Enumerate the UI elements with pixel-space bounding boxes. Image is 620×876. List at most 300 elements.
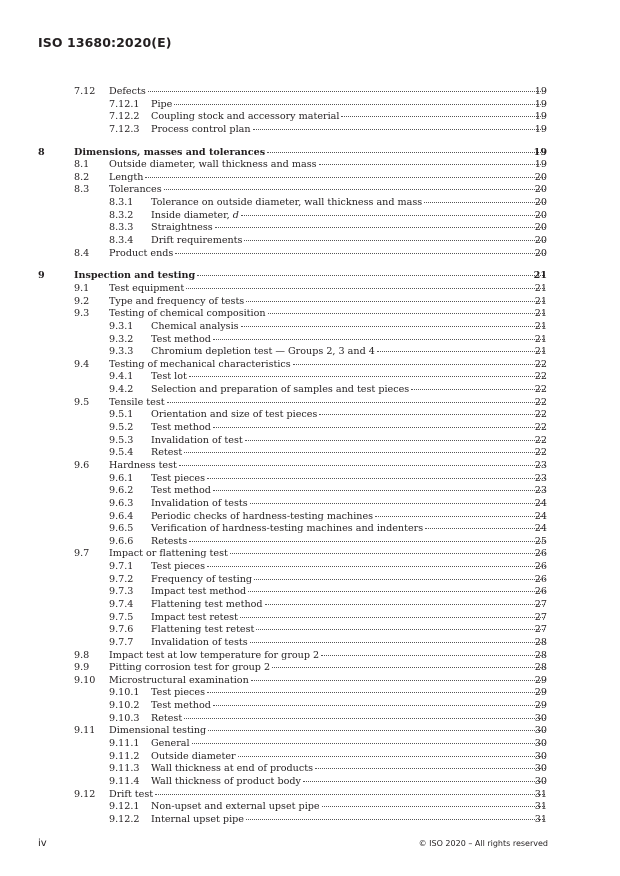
dot-leader [189, 541, 545, 542]
toc-entry-title [109, 548, 229, 561]
dot-leader [240, 617, 545, 618]
toc-entry-number: 8.1 [74, 159, 90, 171]
toc-entry[interactable] [0, 321, 620, 334]
dot-leader [250, 642, 545, 643]
toc-entry[interactable] [0, 675, 620, 688]
dot-leader [424, 202, 545, 203]
toc-entry-title-text: Orientation and size of test pieces [151, 409, 318, 421]
toc-entry[interactable] [0, 599, 620, 612]
toc-entry[interactable] [0, 409, 620, 422]
toc-entry-number: 8.3.1 [109, 197, 134, 209]
toc-entry-title-line [109, 296, 546, 309]
toc-entry-title [151, 447, 183, 460]
dot-leader [268, 313, 545, 314]
toc-entry-number: 8.2 [74, 171, 90, 183]
toc-entry-title [151, 473, 206, 486]
toc-entry-title-text: Tolerance on outside diameter, wall thickness and mass [151, 197, 423, 209]
toc-entry-title-line [109, 675, 546, 688]
toc-entry-title-line [151, 713, 546, 726]
toc-entry-number: 7.12 [74, 86, 96, 97]
toc-entry-title-line [151, 586, 546, 599]
toc-entry-title-line [109, 662, 546, 675]
toc-entry-title-text: Impact test retest [151, 611, 238, 623]
toc-entry-title-line [151, 523, 546, 536]
dot-leader [197, 275, 545, 276]
toc-entry[interactable] [0, 296, 620, 309]
toc-entry-title-text: Defects [109, 86, 146, 97]
dot-leader [148, 91, 545, 92]
toc-entry[interactable] [0, 662, 620, 675]
toc-entry-title-text: Coupling stock and accessory material [151, 111, 340, 123]
toc-entry[interactable] [0, 422, 620, 435]
toc-entry-title-text: Chemical analysis [151, 320, 239, 332]
toc-entry-number: 9.11.1 [109, 738, 140, 750]
toc-entry[interactable] [0, 210, 620, 223]
toc-entry-number: 9.5 [74, 396, 90, 408]
toc-entry-page: 29 [534, 700, 547, 712]
dot-leader [375, 516, 545, 517]
toc-entry-number: 9.12 [74, 788, 96, 800]
toc-entry-title-line [151, 561, 546, 574]
toc-entry[interactable] [0, 789, 620, 802]
toc-entry[interactable] [0, 624, 620, 637]
toc-entry-number: 9.5.2 [109, 422, 134, 434]
toc-entry-title-text: Wall thickness at end of products [151, 763, 313, 775]
toc-entry-title-line [151, 700, 546, 713]
toc-entry-title [151, 612, 239, 625]
toc-entry-title [151, 574, 253, 587]
dot-leader [207, 566, 545, 567]
toc-entry-number: 9.7.4 [109, 598, 134, 610]
toc-entry-title-text: Product ends [109, 247, 174, 259]
dot-leader [213, 339, 545, 340]
toc-entry-page: 27 [534, 624, 547, 636]
toc-entry[interactable] [0, 574, 620, 587]
toc-entry[interactable] [0, 725, 620, 738]
toc-entry-title [151, 776, 302, 789]
toc-entry-title [151, 687, 206, 700]
toc-entry-title-line [151, 751, 546, 764]
dot-leader [184, 718, 545, 719]
toc-entry-page: 23 [534, 485, 547, 497]
toc-entry-title [151, 409, 318, 422]
toc-entry-title-line [151, 447, 546, 460]
toc-entry-title-line [151, 321, 546, 334]
toc-entry-title [109, 172, 144, 185]
toc-entry-page: 23 [534, 472, 547, 484]
toc-entry-title-text: Verification of hardness-testing machines and indenters [151, 523, 424, 535]
toc-entry-title-line [151, 485, 546, 498]
toc-entry-title-line [109, 159, 546, 172]
toc-entry-number: 9.6.5 [109, 523, 134, 535]
toc-entry[interactable] [0, 814, 620, 827]
toc-entry-title-text: Retest [151, 712, 183, 724]
toc-entry-page: 20 [534, 222, 547, 234]
toc-entry-title-text: Test lot [151, 371, 187, 383]
toc-entry-title-text: Frequency of testing [151, 573, 253, 585]
toc-entry-page: 30 [534, 750, 547, 762]
toc-entry-page: 27 [534, 611, 547, 623]
toc-entry-number: 7.12.2 [109, 111, 140, 123]
toc-entry-title-text: Test method [151, 700, 211, 712]
dot-leader [250, 503, 545, 504]
toc-entry-title [151, 523, 424, 536]
dot-leader [207, 478, 545, 479]
toc-entry[interactable] [0, 197, 620, 210]
toc-entry-title-line [151, 222, 546, 235]
toc-entry-page: 20 [534, 235, 547, 247]
toc-entry-title [151, 814, 245, 827]
dot-leader [377, 351, 545, 352]
toc-entry-title-line [109, 248, 546, 261]
toc-entry-number: 9.7.6 [109, 624, 134, 636]
dot-leader [322, 806, 545, 807]
toc-entry-page: 20 [534, 247, 547, 259]
toc-entry[interactable] [0, 700, 620, 713]
toc-entry-number: 9.7.3 [109, 586, 134, 598]
toc-entry-title [151, 738, 191, 751]
dot-leader [145, 177, 545, 178]
dot-leader [230, 553, 545, 554]
toc-entry-number: 8 [38, 146, 45, 158]
toc-entry-number: 9.8 [74, 649, 90, 661]
toc-entry-number: 9.11 [74, 725, 96, 737]
toc-entry[interactable] [0, 776, 620, 789]
toc-entry-number: 9.6.4 [109, 510, 134, 522]
toc-entry-title-text: Chromium depletion test — Groups 2, 3 and 4 [151, 346, 375, 358]
toc-entry-number: 9.11.4 [109, 775, 140, 787]
toc-entry-title-line [151, 776, 546, 789]
toc-entry-number: 9.10.1 [109, 687, 140, 699]
toc-entry-title-text: Pipe [151, 98, 173, 110]
toc-entry-title-line [109, 460, 546, 473]
toc-entry-title-line [151, 197, 546, 210]
toc-entry-title-line [151, 124, 546, 137]
toc-entry-title-line [151, 511, 546, 524]
toc-entry[interactable] [0, 447, 620, 460]
toc-entry-title [109, 675, 250, 688]
toc-entry-title-line [151, 384, 546, 397]
toc-entry-title-text: Drift requirements [151, 235, 243, 247]
toc-entry-page: 21 [534, 282, 547, 294]
toc-entry-page: 24 [534, 510, 547, 522]
toc-entry-title-line [109, 548, 546, 561]
toc-entry-page: 27 [534, 598, 547, 610]
toc-entry[interactable] [0, 334, 620, 347]
dot-leader [215, 227, 545, 228]
toc-entry-title-line [109, 725, 546, 738]
toc-entry-title [151, 210, 240, 223]
toc-entry-title [151, 334, 212, 347]
toc-entry-number: 9.3 [74, 308, 90, 320]
toc-entry-title-line [74, 270, 546, 283]
toc-entry[interactable] [0, 371, 620, 384]
dot-leader [167, 402, 545, 403]
toc-entry-number: 9.6 [74, 459, 90, 471]
toc-entry-title-line [151, 599, 546, 612]
toc-entry-title [109, 397, 166, 410]
toc-entry-title-text: Microstructural examination [109, 674, 249, 686]
toc-entry-title-line [151, 422, 546, 435]
toc-entry-title-text: Length [109, 171, 144, 183]
toc-entry[interactable] [0, 713, 620, 726]
toc-entry-page: 20 [534, 209, 547, 221]
toc-entry-title-line [109, 650, 546, 663]
toc-entry[interactable] [0, 111, 620, 124]
toc-entry-title [151, 599, 264, 612]
toc-entry[interactable] [0, 751, 620, 764]
toc-entry-title-text: Impact test method [151, 586, 247, 598]
toc-entry[interactable] [0, 147, 620, 160]
toc-entry-title-line [151, 235, 546, 248]
toc-entry[interactable] [0, 498, 620, 511]
toc-entry-title-text: Selection and preparation of samples and test pieces [151, 384, 410, 396]
toc-entry-page: 31 [534, 813, 547, 825]
toc-entry-number: 9 [38, 270, 45, 282]
toc-entry[interactable] [0, 248, 620, 261]
toc-entry-title-line [109, 283, 546, 296]
dot-leader [164, 189, 545, 190]
toc-entry-number: 9.7.1 [109, 561, 134, 573]
toc-entry[interactable] [0, 184, 620, 197]
toc-entry-title [109, 86, 147, 99]
toc-entry-title-text: Invalidation of test [151, 434, 243, 446]
toc-entry-title-line [151, 814, 546, 827]
toc-entry-title-text: Flattening test method [151, 598, 263, 610]
toc-entry-page: 19 [534, 111, 547, 123]
dot-leader [207, 692, 545, 693]
toc-entry-title-line [151, 612, 546, 625]
toc-entry[interactable] [0, 586, 620, 599]
toc-entry-number: 9.10 [74, 674, 96, 686]
toc-entry-title-line [109, 86, 546, 99]
toc-entry-number: 9.5.4 [109, 447, 134, 459]
toc-entry-title-text: General [151, 738, 190, 750]
toc-entry[interactable] [0, 548, 620, 561]
toc-entry-page: 20 [534, 197, 547, 209]
toc-entry[interactable] [0, 637, 620, 650]
toc-entry-title [151, 700, 212, 713]
toc-entry-number: 9.4.2 [109, 384, 134, 396]
toc-entry-page: 28 [534, 636, 547, 648]
dot-leader [192, 743, 545, 744]
toc-entry-title [151, 422, 212, 435]
toc-entry[interactable] [0, 523, 620, 536]
toc-entry-title-text: Wall thickness of product body [151, 775, 301, 787]
toc-entry-number: 9.7 [74, 548, 90, 560]
toc-entry-title-text: Test pieces [151, 561, 206, 573]
toc-entry-title-text: Tolerances [109, 184, 162, 196]
toc-entry-page: 22 [534, 434, 547, 446]
toc-entry[interactable] [0, 738, 620, 751]
toc-entry-number: 8.3.3 [109, 222, 134, 234]
toc-entry[interactable] [0, 650, 620, 663]
toc-entry-number: 9.3.1 [109, 320, 134, 332]
dot-leader [186, 288, 545, 289]
toc-entry-title-line [151, 536, 546, 549]
toc-entry-title-line [151, 435, 546, 448]
toc-entry[interactable] [0, 99, 620, 112]
toc-entry-title-line [109, 172, 546, 185]
toc-entry[interactable] [0, 485, 620, 498]
toc-entry-title [151, 511, 374, 524]
copyright-notice: © ISO 2020 – All rights reserved [418, 839, 548, 848]
toc-entry-number: 9.3.2 [109, 333, 134, 345]
toc-entry-title-text: Test method [151, 422, 211, 434]
toc-entry-title-text: Test pieces [151, 472, 206, 484]
toc-entry-page: 25 [534, 535, 547, 547]
toc-entry-title [151, 485, 212, 498]
dot-leader [184, 452, 545, 453]
toc-entry-title [151, 713, 183, 726]
dot-leader [213, 490, 545, 491]
dot-leader [319, 414, 545, 415]
toc-entry-title [151, 624, 255, 637]
toc-entry-page: 31 [534, 788, 547, 800]
toc-entry-title-line [109, 184, 546, 197]
toc-entry-number: 9.11.3 [109, 763, 140, 775]
toc-entry[interactable] [0, 511, 620, 524]
toc-entry[interactable] [0, 612, 620, 625]
toc-entry-number: 9.7.2 [109, 573, 134, 585]
toc-entry-title-text: Impact test at low temperature for group 2 [109, 649, 320, 661]
dot-leader [315, 768, 545, 769]
toc-entry[interactable] [0, 172, 620, 185]
toc-entry-title-line [151, 334, 546, 347]
toc-entry-number: 9.9 [74, 662, 90, 674]
toc-entry[interactable] [0, 346, 620, 359]
toc-entry-page: 24 [534, 523, 547, 535]
toc-entry-title-text: Pitting corrosion test for group 2 [109, 662, 271, 674]
dot-leader [425, 528, 545, 529]
toc-entry-title-text: Impact or flattening test [109, 548, 228, 560]
dot-leader [321, 655, 545, 656]
toc-entry-title-text: Outside diameter, wall thickness and mass [109, 159, 317, 171]
dot-leader [341, 116, 545, 117]
toc-entry-page: 22 [534, 396, 547, 408]
toc-entry-title [74, 270, 196, 283]
toc-entry-page: 24 [534, 497, 547, 509]
toc-entry-page: 23 [534, 459, 547, 471]
toc-entry-title-line [151, 111, 546, 124]
toc-entry-title [109, 725, 207, 738]
dot-leader [245, 440, 545, 441]
toc-entry-title-text: Internal upset pipe [151, 813, 244, 825]
dot-leader [319, 164, 545, 165]
toc-entry-title-line [151, 99, 546, 112]
toc-entry-page: 19 [534, 86, 547, 97]
toc-entry-title-line [151, 371, 546, 384]
toc-entry[interactable] [0, 561, 620, 574]
toc-entry-number: 8.4 [74, 247, 90, 259]
toc-entry-page: 30 [534, 712, 547, 724]
toc-entry[interactable] [0, 460, 620, 473]
toc-entry-title-text: Dimensional testing [109, 725, 207, 737]
toc-entry-page: 29 [534, 674, 547, 686]
toc-entry-title-text: Tensile test [109, 396, 165, 408]
toc-entry-title-text: Dimensions, masses and tolerances [74, 146, 266, 158]
dot-leader [248, 591, 545, 592]
dot-leader [246, 301, 545, 302]
toc-entry[interactable] [0, 86, 620, 99]
toc-entry-title [109, 248, 174, 261]
toc-entry-title [151, 346, 376, 359]
toc-entry[interactable] [0, 283, 620, 296]
toc-entry-number: 9.12.1 [109, 801, 140, 813]
toc-entry[interactable] [0, 308, 620, 321]
toc-entry-number: 9.7.5 [109, 611, 134, 623]
dot-leader [213, 705, 545, 706]
toc-entry-title [109, 159, 318, 172]
toc-entry-page: 22 [534, 358, 547, 370]
toc-entry-page: 30 [534, 775, 547, 787]
toc-entry-page: 19 [534, 98, 547, 110]
toc-entry-title-line [109, 789, 546, 802]
toc-entry-title [151, 99, 173, 112]
toc-entry[interactable] [0, 359, 620, 372]
dot-leader [179, 465, 545, 466]
toc-entry-page: 22 [534, 447, 547, 459]
toc-entry[interactable] [0, 435, 620, 448]
toc-entry-title [109, 789, 154, 802]
toc-entry-number: 9.10.3 [109, 712, 140, 724]
document-id-header: ISO 13680:2020(E) [38, 35, 172, 50]
toc-entry-title-text: Testing of mechanical characteristics [109, 358, 291, 370]
toc-entry-page: 26 [534, 586, 547, 598]
toc-entry-number: 9.1 [74, 282, 90, 294]
toc-entry-title [74, 147, 266, 160]
toc-entry[interactable] [0, 473, 620, 486]
dot-leader [174, 104, 545, 105]
toc-entry[interactable] [0, 270, 620, 283]
toc-entry-title-text: Inspection and testing [74, 270, 196, 282]
toc-entry-title-text: Test method [151, 485, 211, 497]
toc-entry-title-line [109, 397, 546, 410]
toc-entry-title-line [151, 801, 546, 814]
toc-entry[interactable] [0, 687, 620, 700]
toc-entry[interactable] [0, 384, 620, 397]
toc-entry[interactable] [0, 536, 620, 549]
toc-entry-title [109, 296, 245, 309]
toc-entry-number: 9.6.3 [109, 497, 134, 509]
toc-entry-title-line [151, 624, 546, 637]
toc-entry[interactable] [0, 235, 620, 248]
toc-entry[interactable] [0, 801, 620, 814]
toc-entry-number: 9.7.7 [109, 636, 134, 648]
toc-entry-page: 21 [534, 308, 547, 320]
toc-entry-title-text: Invalidation of tests [151, 497, 248, 509]
toc-entry-title-line [151, 346, 546, 359]
toc-entry-title-line [151, 473, 546, 486]
toc-entry-title [109, 283, 185, 296]
toc-entry[interactable] [0, 397, 620, 410]
toc-entry-page: 28 [534, 662, 547, 674]
toc-entry[interactable] [0, 763, 620, 776]
toc-entry[interactable] [0, 124, 620, 137]
dot-leader [238, 756, 545, 757]
toc-entry-number: 7.12.3 [109, 123, 140, 135]
toc-entry[interactable] [0, 222, 620, 235]
toc-entry-title-text: Flattening test retest [151, 624, 255, 636]
toc-entry-page: 20 [534, 184, 547, 196]
toc-entry-title-line [109, 359, 546, 372]
toc-entry-title-line [151, 763, 546, 776]
toc-entry-title-text: Test pieces [151, 687, 206, 699]
toc-entry-page: 19 [533, 146, 547, 158]
toc-entry[interactable] [0, 159, 620, 172]
toc-entry-title-line [151, 687, 546, 700]
dot-leader [256, 629, 545, 630]
